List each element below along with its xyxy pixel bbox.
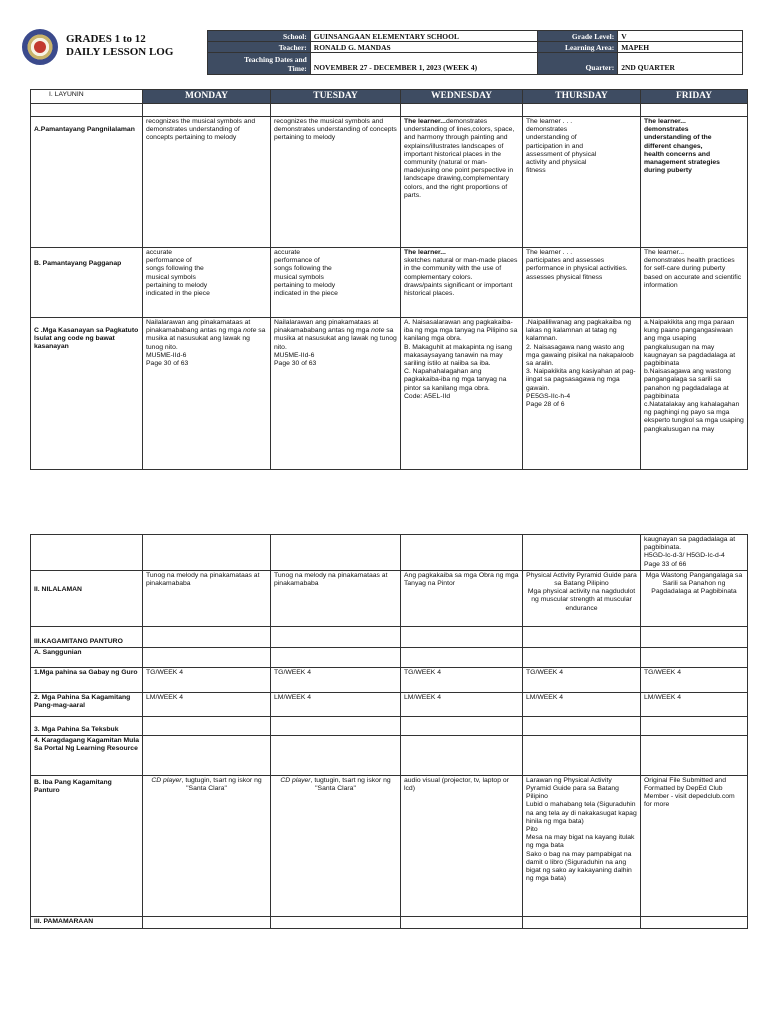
c-tuesday-text-2: sa musika at nasusukat ang lawak ng tunog nito. — [274, 327, 397, 351]
b-wednesday — [401, 248, 523, 318]
empty-cell — [143, 535, 271, 571]
tg-friday: TG/WEEK 4 — [641, 667, 748, 692]
row-pamantayang-pagganap: B. Pamantayang Pagganap — [31, 248, 143, 318]
empty-cell — [523, 716, 641, 735]
dates-label — [208, 53, 311, 75]
spacer-cell — [271, 104, 401, 117]
row-gabay: 1.Mga pahina sa Gabay ng Guro — [31, 667, 143, 692]
empty-cell — [523, 626, 641, 647]
n-thursday: Physical Activity Pyramid Guide para sa Batang Pilipino Mga physical activity na nagdudulot ng muscular strength at muscular endurance — [523, 570, 641, 626]
empty-cell — [271, 916, 401, 928]
day-wednesday: WEDNESDAY — [401, 90, 523, 104]
c-wednesday: A. Naisasalarawan ang pagkakaiba-iba ng mga mga tanyag na Pilipino sa kanilang mga obra. B. Makaguhit at makapinta ng isang makasaysayang tanawin na may sariling istilo at naiiba sa iba. C. Napahahalagahan ang pagkakaiba-iba ng mga tanyag na pintor sa kanilang mga obra. Code: A5EL-IId — [401, 318, 523, 470]
spacer-cell — [31, 104, 143, 117]
empty-cell — [523, 647, 641, 667]
b-monday: accurate performance of songs following the musical symbols pertaining to melody indicated in the piece — [143, 248, 271, 318]
c-monday-text-1: Nailalarawan ang pinakamataas at pinakamababang antas ng mga — [146, 319, 251, 335]
row-pamamaraan: III. PAMAMARAAN — [31, 916, 143, 928]
title-line-1: GRADES 1 to 12 — [66, 33, 146, 45]
lm-monday: LM/WEEK 4 — [143, 692, 271, 716]
day-monday: MONDAY — [143, 90, 271, 104]
iba-monday-text: , tugtugin, tsart ng iskor ng "Santa Clara" — [181, 776, 262, 793]
quarter-label: Quarter: — [538, 53, 618, 75]
c-monday-italic: note — [243, 327, 257, 335]
iba-tuesday-text: , tugtugin, tsart ng iskor ng "Santa Clara" — [310, 776, 391, 793]
area-value: MAPEH — [618, 42, 743, 53]
iba-monday-italic: CD player — [151, 776, 182, 784]
tg-monday: TG/WEEK 4 — [143, 667, 271, 692]
a-friday: The learner... demonstrates understanding of the different changes, health concerns and management strategies during puberty — [641, 117, 748, 248]
a-monday: recognizes the musical symbols and demonstrates understanding of concepts pertaining to melody — [143, 117, 271, 248]
b-thursday: The learner . . . participates and assesses performance in physical activities. assesses physical fitness — [523, 248, 641, 318]
spacer-cell — [143, 104, 271, 117]
learner-lead: The learner... — [404, 249, 446, 256]
empty-cell — [523, 735, 641, 775]
grade-label: Grade Level: — [538, 31, 618, 42]
empty-cell — [271, 735, 401, 775]
row-kagamitang: III.KAGAMITANG PANTURO — [31, 626, 143, 647]
learner-lead: The learner... — [404, 118, 446, 125]
empty-cell — [523, 916, 641, 928]
row-teksbuk: 3. Mga Pahina Sa Teksbuk — [31, 716, 143, 735]
empty-cell — [641, 916, 748, 928]
grade-value: V — [618, 31, 743, 42]
c-tuesday-code: MU5ME-IId-6 — [274, 351, 315, 359]
b-tuesday: accurate performance of songs following the musical symbols pertaining to melody indicated in the piece — [271, 248, 401, 318]
c-monday — [143, 318, 271, 470]
teacher-value: RONALD G. MANDAS — [310, 42, 538, 53]
n-monday: Tunog na melody na pinakamataas at pinakamababa — [143, 570, 271, 626]
row-sanggunian: A. Sanggunian — [31, 647, 143, 667]
empty-cell — [401, 916, 523, 928]
document-title — [66, 33, 173, 59]
c-tuesday — [271, 318, 401, 470]
empty-cell — [401, 535, 523, 571]
a-thursday: The learner . . . demonstrates understanding of participation in and assessment of physical activity and physical fitness — [523, 117, 641, 248]
title-line-2: DAILY LESSON LOG — [66, 46, 174, 58]
lesson-table-part-1 — [30, 89, 748, 470]
empty-cell — [641, 716, 748, 735]
lm-friday: LM/WEEK 4 — [641, 692, 748, 716]
c-thursday: .Naipaliliwanag ang pagkakaiba ng lakas ng kalamnan at tatag ng kalamnan. 2. Naisasagawa nang wasto ang mga gawaing pisikal na nakapaloob sa aralin. 3. Naipakikita ang kasiyahan at pag-iingat sa pagsasagawa ng mga gawain. PE5GS-IIc-h-4 Page 28 of 6 — [523, 318, 641, 470]
empty-cell — [271, 535, 401, 571]
dates-label-1: Teaching Dates and — [244, 54, 307, 64]
empty-cell — [143, 916, 271, 928]
lm-tuesday: LM/WEEK 4 — [271, 692, 401, 716]
c-friday: a.Naipakikita ang mga paraan kung paano pangangasiwaan ang mga usaping pangkalusugan na may kaugnayan sa pagdadalaga at pagbibinata b.Naisasagawa ang wastong pangangalaga sa sarili sa panahon ng pagdadalaga at pagbibinata c.Natatalakay ang kahalagahan ng paghingi ng payo sa mga eksperto tungkol sa mga usaping pangkalusugan na may — [641, 318, 748, 470]
empty-cell — [641, 735, 748, 775]
c-monday-text-2: sa musika at nasusukat ang lawak ng tunog nito. — [146, 327, 266, 351]
iba-tuesday — [271, 775, 401, 916]
n-wednesday: Ang pagkakaiba sa mga Obra ng mga Tanyag na Pintor — [401, 570, 523, 626]
a-wednesday-text: demonstrates understanding of lines,colors, space, and harmony through painting and explains/illustrates landscapes of important historical places in the community (natural or man-made)using one point perspective in landscape drawing,complementary colors, and the right proportions of parts. — [404, 118, 515, 199]
empty-cell — [143, 626, 271, 647]
a-tuesday: recognizes the musical symbols and demonstrates understanding of concepts pertaining to melody — [271, 117, 401, 248]
row-lm: 2. Mga Pahina Sa Kagamitang Pang-mag-aaral — [31, 692, 143, 716]
n-tuesday: Tunog na melody na pinakamataas at pinakamababa — [271, 570, 401, 626]
n-friday: Mga Wastong Pangangalaga sa Sarili sa Panahon ng Pagdadalaga at Pagbibinata — [641, 570, 748, 626]
empty-cell — [143, 716, 271, 735]
dates-label-2: Time: — [287, 63, 307, 73]
deped-seal-icon — [22, 29, 58, 65]
lm-thursday: LM/WEEK 4 — [523, 692, 641, 716]
tg-wednesday: TG/WEEK 4 — [401, 667, 523, 692]
empty-cell — [641, 647, 748, 667]
empty-cell — [401, 735, 523, 775]
empty-cell — [143, 647, 271, 667]
teacher-label: Teacher: — [208, 42, 311, 53]
spacer-cell — [401, 104, 523, 117]
empty-cell — [271, 716, 401, 735]
day-friday: FRIDAY — [641, 90, 748, 104]
tg-thursday: TG/WEEK 4 — [523, 667, 641, 692]
row-iba-pang: B. Iba Pang Kagamitang Panturo — [31, 775, 143, 916]
iba-monday — [143, 775, 271, 916]
row-pamantayang-pangnilalaman: A.Pamantayang Pangnilalaman — [31, 117, 143, 248]
empty-cell — [401, 647, 523, 667]
school-value: GUINSANGAAN ELEMENTARY SCHOOL — [310, 31, 538, 42]
c-tuesday-text-1: Nailalarawan ang pinakamataas at pinakamababang antas ng mga — [274, 319, 379, 335]
c-tuesday-italic: note — [371, 327, 385, 335]
spacer-cell — [641, 104, 748, 117]
iba-thursday: Larawan ng Physical Activity Pyramid Guide para sa Batang Pilipino Lubid o mahabang tela (Siguraduhin na ang tela ay di nakakasugat kapag hinila ng mga bata) Pito Mesa na may bigat na kayang itulak ng mga bata Sako o bag na may pampabigat na damit o libro (Siguraduhin na ang bigat ng sako ay kakayaning dalhin ng mga bata) — [523, 775, 641, 916]
row-portal: 4. Karagdagang Kagamitan Mula Sa Portal Ng Learning Resource — [31, 735, 143, 775]
empty-cell — [523, 535, 641, 571]
a-wednesday — [401, 117, 523, 248]
iba-wednesday: audio visual (projector, tv, laptop or lcd) — [401, 775, 523, 916]
row-layunin: I. LAYUNIN — [31, 90, 143, 104]
spacer-cell — [523, 104, 641, 117]
school-label: School: — [208, 31, 311, 42]
empty-cell — [271, 647, 401, 667]
c-monday-page: Page 30 of 63 — [146, 360, 189, 368]
dates-value: NOVEMBER 27 - DECEMBER 1, 2023 (WEEK 4) — [310, 53, 538, 75]
empty-cell — [31, 535, 143, 571]
quarter-value: 2ND QUARTER — [618, 53, 743, 75]
header-info-table — [207, 30, 743, 75]
tg-tuesday: TG/WEEK 4 — [271, 667, 401, 692]
row-nilalaman: II. NILALAMAN — [31, 570, 143, 626]
empty-cell — [401, 626, 523, 647]
row-mga-kasanayan: C .Mga Kasanayan sa Pagkatuto Isulat ang code ng bawat kasanayan — [31, 318, 143, 470]
day-thursday: THURSDAY — [523, 90, 641, 104]
lm-wednesday: LM/WEEK 4 — [401, 692, 523, 716]
c-tuesday-page: Page 30 of 63 — [274, 360, 317, 368]
empty-cell — [641, 626, 748, 647]
b-wednesday-text: sketches natural or man-made places in the community with the use of complementary colors. draws/paints significant or important historical places. — [404, 257, 518, 298]
empty-cell — [143, 735, 271, 775]
empty-cell — [271, 626, 401, 647]
day-tuesday: TUESDAY — [271, 90, 401, 104]
iba-friday: Original File Submitted and Formatted by DepEd Club Member - visit depedclub.com for more — [641, 775, 748, 916]
c-monday-code: MU5ME-IId-6 — [146, 351, 187, 359]
b-friday: The learner... demonstrates health practices for self-care during puberty based on accurate and scientific information — [641, 248, 748, 318]
lesson-table-part-2 — [30, 534, 748, 929]
c-friday-continued: kaugnayan sa pagdadalaga at pagbibinata. H5GD-Ic-d-3/ H5GD-Ic-d-4 Page 33 of 66 — [641, 535, 748, 571]
area-label: Learning Area: — [538, 42, 618, 53]
iba-tuesday-italic: CD player — [280, 776, 311, 784]
empty-cell — [401, 716, 523, 735]
